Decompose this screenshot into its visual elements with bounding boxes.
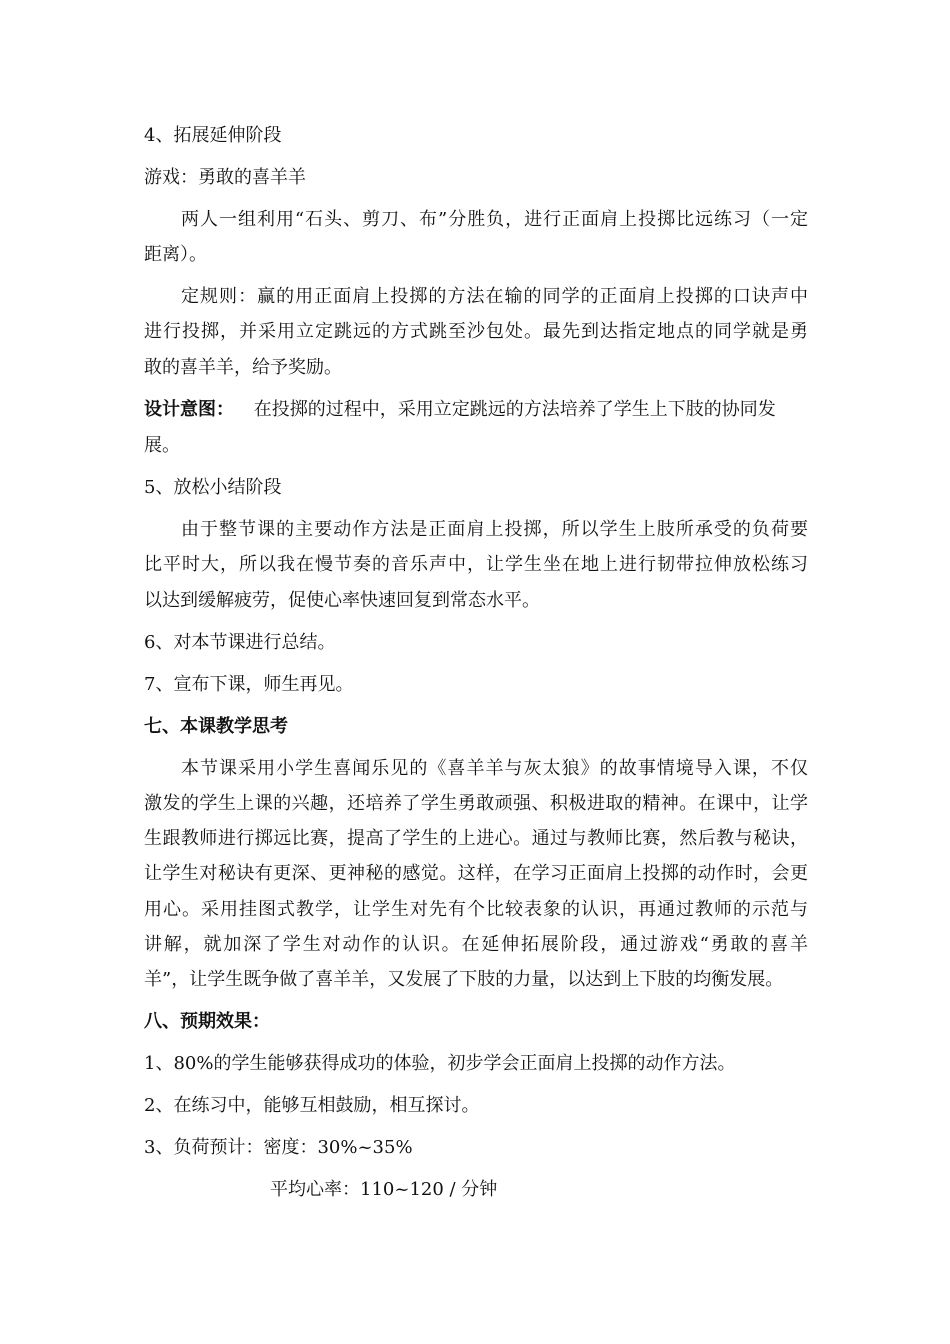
section-eight-heading: 八、预期效果： bbox=[144, 1011, 270, 1032]
expected-item: 3、负荷预计：密度：30%~35% bbox=[144, 1137, 413, 1158]
heart-rate-line: 平均心率：110~120 / 分钟 bbox=[270, 1179, 498, 1200]
paragraph-line: 羊”，让学生既争做了喜羊羊，又发展了下肢的力量，以达到上下肢的均衡发展。 bbox=[144, 969, 784, 990]
section-5-heading: 5、放松小结阶段 bbox=[144, 477, 282, 498]
paragraph-line: 用心。采用挂图式教学，让学生对先有个比较表象的认识，再通过教师的示范与 bbox=[144, 899, 808, 920]
section-seven-heading: 七、本课教学思考 bbox=[144, 716, 288, 737]
design-intent-line bbox=[144, 398, 808, 422]
design-intent-label: 设计意图： bbox=[144, 399, 234, 420]
paragraph-line: 两人一组利用“石头、剪刀、布”分胜负，进行正面肩上投掷比远练习（一定 bbox=[181, 209, 808, 230]
game-title: 游戏：勇敢的喜羊羊 bbox=[144, 167, 306, 188]
section-4-heading: 4、拓展延伸阶段 bbox=[144, 125, 282, 146]
paragraph-line: 本节课采用小学生喜闻乐见的《喜羊羊与灰太狼》的故事情境导入课，不仅 bbox=[181, 758, 808, 779]
paragraph-line: 让学生对秘诀有更深、更神秘的感觉。这样，在学习正面肩上投掷的动作时，会更 bbox=[144, 863, 808, 884]
paragraph-line: 进行投掷，并采用立定跳远的方式跳至沙包处。最先到达指定地点的同学就是勇 bbox=[144, 321, 808, 342]
paragraph-line: 激发的学生上课的兴趣，还培养了学生勇敢顽强、积极进取的精神。在课中，让学 bbox=[144, 793, 808, 814]
paragraph-line: 由于整节课的主要动作方法是正面肩上投掷，所以学生上肢所承受的负荷要 bbox=[181, 519, 808, 540]
paragraph-line: 以达到缓解疲劳，促使心率快速回复到常态水平。 bbox=[144, 590, 540, 611]
paragraph-line: 展。 bbox=[144, 435, 180, 456]
paragraph-line: 生跟教师进行掷远比赛，提高了学生的上进心。通过与教师比赛，然后教与秘诀， bbox=[144, 828, 808, 849]
expected-item: 1、80%的学生能够获得成功的体验，初步学会正面肩上投掷的动作方法。 bbox=[144, 1053, 736, 1074]
design-intent-text: 在投掷的过程中，采用立定跳远的方法培养了学生上下肢的协同发 bbox=[253, 399, 776, 420]
expected-item: 2、在练习中，能够互相鼓励，相互探讨。 bbox=[144, 1095, 480, 1116]
paragraph-line: 定规则：赢的用正面肩上投掷的方法在输的同学的正面肩上投掷的口诀声中 bbox=[181, 286, 808, 307]
paragraph-line: 讲解，就加深了学生对动作的认识。在延伸拓展阶段，通过游戏“勇敢的喜羊 bbox=[144, 934, 808, 955]
item-7: 7、宣布下课，师生再见。 bbox=[144, 674, 354, 695]
paragraph-line: 敢的喜羊羊，给予奖励。 bbox=[144, 357, 342, 378]
item-6: 6、对本节课进行总结。 bbox=[144, 632, 336, 653]
paragraph-line: 比平时大，所以我在慢节奏的音乐声中，让学生坐在地上进行韧带拉伸放松练习 bbox=[144, 554, 808, 575]
paragraph-line: 距离）。 bbox=[144, 244, 207, 265]
